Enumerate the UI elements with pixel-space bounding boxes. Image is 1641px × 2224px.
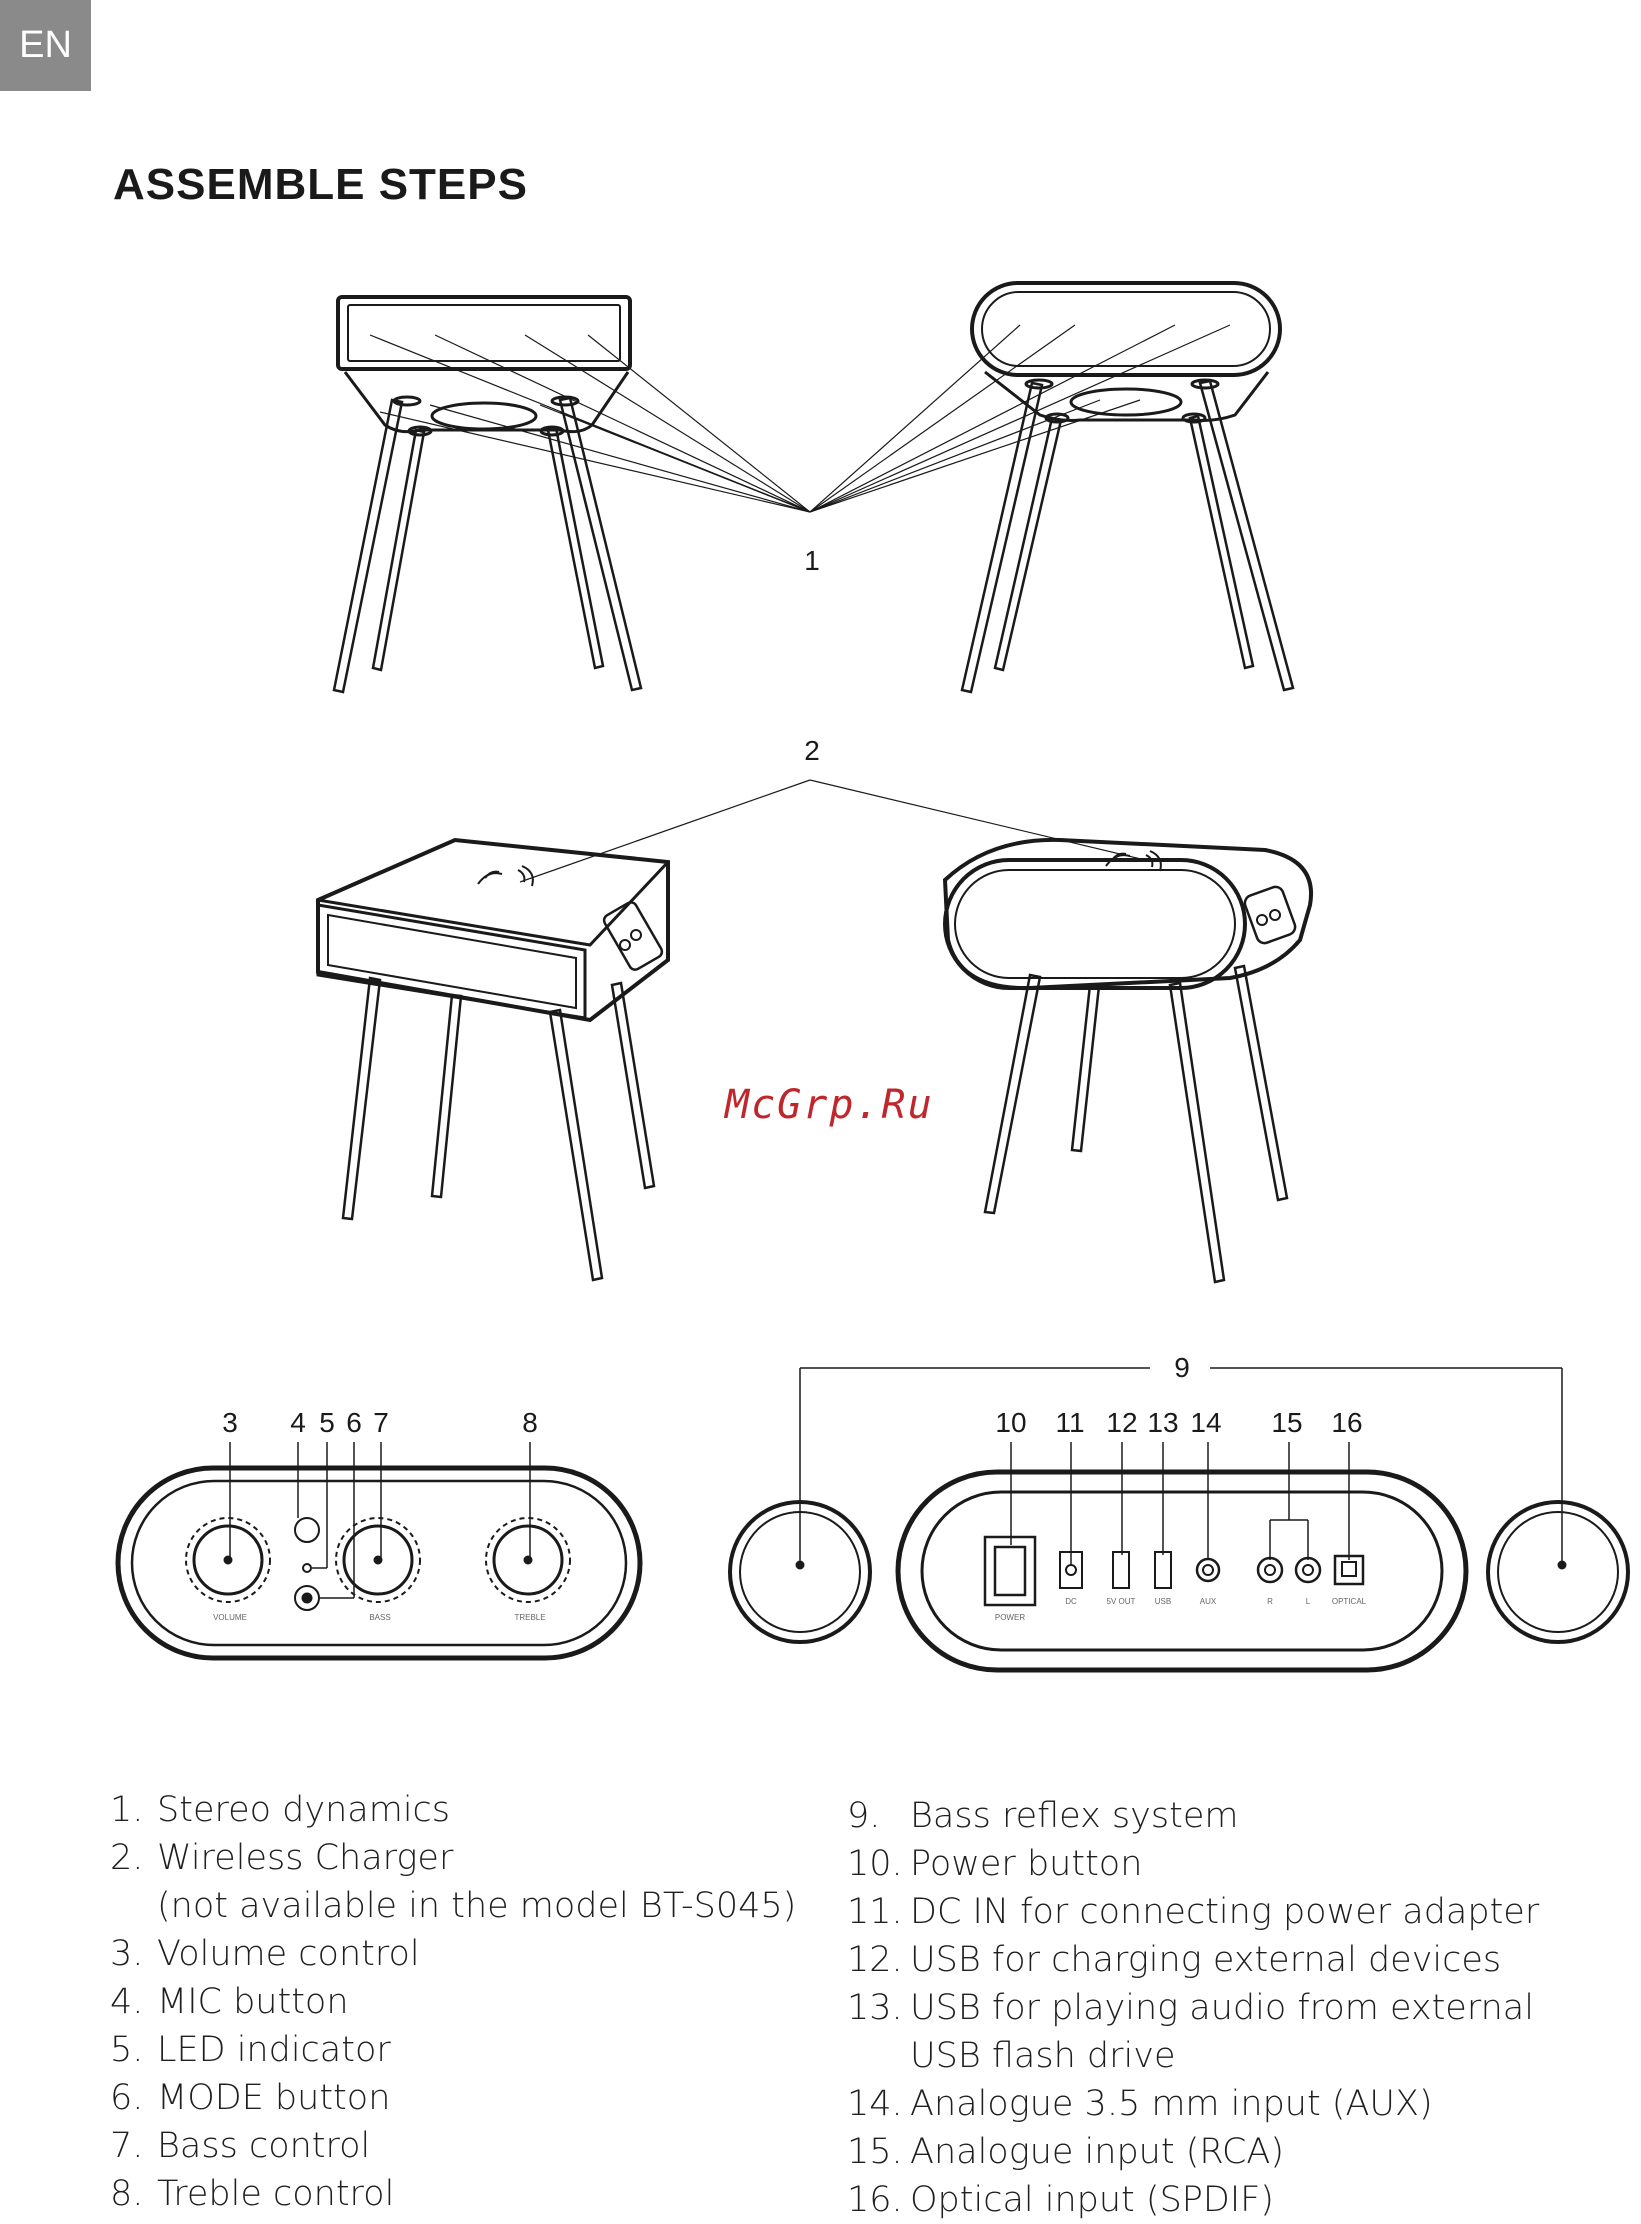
label-14: 14: [1190, 1407, 1222, 1438]
label-3: 3: [222, 1407, 238, 1438]
rear-panel: [730, 1472, 1628, 1670]
legend-item-number: 11.: [847, 1892, 903, 1932]
label-5: 5: [319, 1407, 335, 1438]
legend-right: [847, 1792, 1539, 2224]
optical-port-label: OPTICAL: [1331, 1597, 1367, 1606]
legend-item-text: USB for playing audio from external: [910, 1988, 1534, 2028]
legend-item: [110, 1978, 796, 2026]
legend-item: [110, 1834, 796, 1930]
label-16: 16: [1331, 1407, 1363, 1438]
label-12: 12: [1106, 1407, 1138, 1438]
legend-item-text: Bass control: [157, 2126, 371, 2166]
label-7: 7: [373, 1407, 389, 1438]
aux-port-label: AUX: [1199, 1597, 1217, 1606]
label-15: 15: [1271, 1407, 1303, 1438]
l-port-label: L: [1305, 1597, 1311, 1606]
legend-item-number: 5.: [110, 2030, 144, 2070]
label-1: 1: [804, 545, 820, 576]
legend-item-text: USB for charging external devices: [910, 1940, 1502, 1980]
leader-lines-control: [230, 1442, 530, 1598]
label-13: 13: [1147, 1407, 1179, 1438]
treble-label: TREBLE: [514, 1613, 546, 1622]
leader-lines-2: [520, 780, 1145, 882]
legend-item-number: 9.: [847, 1796, 881, 1836]
bass-label: BASS: [369, 1613, 391, 1622]
legend-item-number: 2.: [110, 1838, 144, 1878]
language-tab: EN: [0, 0, 91, 91]
legend-item-text: Power button: [910, 1844, 1143, 1884]
legend-item: [847, 2176, 1539, 2224]
legend-item-number: 1.: [110, 1790, 144, 1830]
dc-port-label: DC: [1065, 1597, 1077, 1606]
table-front-view-right: [962, 283, 1293, 692]
legend-item-number: 12.: [847, 1940, 903, 1980]
r-port-label: R: [1267, 1597, 1273, 1606]
legend-item: [110, 2074, 796, 2122]
legend-item-number: 8.: [110, 2174, 144, 2214]
legend-item-number: 7.: [110, 2126, 144, 2166]
watermark-text: McGrp.Ru: [725, 1082, 934, 1128]
label-10: 10: [995, 1407, 1027, 1438]
legend-item-number: 4.: [110, 1982, 144, 2022]
legend-item: [110, 2122, 796, 2170]
legend-item-text: Bass reflex system: [910, 1796, 1239, 1836]
legend-item-number: 10.: [847, 1844, 903, 1884]
legend-item-text: Wireless Charger: [157, 1838, 454, 1878]
leader-lines-rear: [800, 1368, 1562, 1565]
control-panel: [118, 1468, 640, 1658]
legend-item-text: Stereo dynamics: [157, 1790, 451, 1830]
label-11: 11: [1055, 1407, 1085, 1438]
legend-item-subtext: USB flash drive: [910, 2036, 1176, 2076]
fivev-port-label: 5V OUT: [1106, 1597, 1136, 1606]
legend-item-subtext: (not available in the model BT-S045): [157, 1886, 797, 1926]
legend-item-text: Analogue 3.5 mm input (AUX): [910, 2084, 1433, 2124]
legend-item: [110, 2026, 796, 2074]
legend-item: [847, 1936, 1539, 1984]
legend-item: [847, 1888, 1539, 1936]
legend-item: [847, 1984, 1539, 2080]
legend-left: [110, 1786, 796, 2218]
legend-item-number: 13.: [847, 1988, 903, 2028]
legend-item: [847, 1840, 1539, 1888]
usb-port-label: USB: [1154, 1597, 1172, 1606]
legend-item: [847, 2080, 1539, 2128]
label-9: 9: [1174, 1352, 1190, 1383]
legend-item-text: Optical input (SPDIF): [910, 2180, 1274, 2220]
legend-item-number: 3.: [110, 1934, 144, 1974]
legend-item-number: 16.: [847, 2180, 903, 2220]
power-port-label: POWER: [994, 1613, 1026, 1622]
label-8: 8: [522, 1407, 538, 1438]
legend-item-number: 14.: [847, 2084, 903, 2124]
legend-item-text: Volume control: [157, 1934, 420, 1974]
legend-item-number: 6.: [110, 2078, 144, 2118]
table-angled-view-right: [945, 840, 1311, 1282]
legend-item-text: MIC button: [157, 1982, 349, 2022]
legend-item: [110, 1930, 796, 1978]
legend-item-text: DC IN for connecting power adapter: [910, 1892, 1540, 1932]
legend-item-text: MODE button: [157, 2078, 391, 2118]
legend-item: [847, 1792, 1539, 1840]
page-title: ASSEMBLE STEPS: [113, 160, 528, 209]
label-2: 2: [804, 735, 820, 766]
legend-item-number: 15.: [847, 2132, 903, 2172]
legend-item: [110, 1786, 796, 1834]
volume-label: VOLUME: [213, 1613, 247, 1622]
legend-item: [847, 2128, 1539, 2176]
legend-item: [110, 2170, 796, 2218]
legend-item-text: Analogue input (RCA): [910, 2132, 1284, 2172]
table-front-view-left: [334, 297, 641, 692]
table-angled-view-left: [318, 840, 668, 1280]
legend-item-text: Treble control: [157, 2174, 395, 2214]
label-4: 4: [290, 1407, 306, 1438]
label-6: 6: [346, 1407, 362, 1438]
legend-item-text: LED indicator: [157, 2030, 391, 2070]
